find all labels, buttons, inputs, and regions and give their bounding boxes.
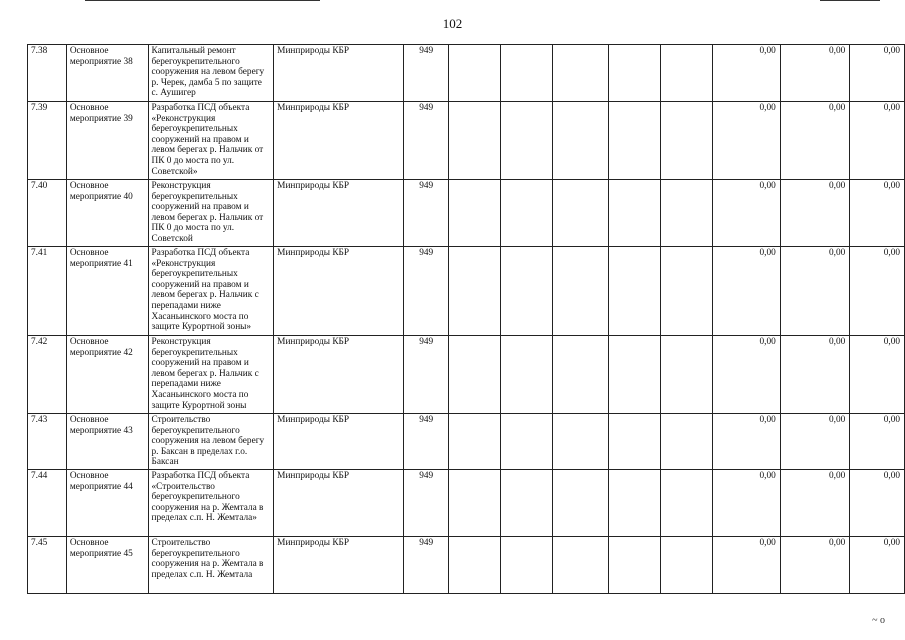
activity-name: Разработка ПСД объекта «Реконструкция берегоукрепительных сооружений на правом и левом берегах р. Нальчик от ПК 0 до моста по ул. Советской» — [148, 102, 274, 180]
empty-cell — [449, 336, 500, 414]
activity-type: Основное мероприятие 39 — [66, 102, 148, 180]
activity-name: Строительство берегоукрепительного сооружения на р. Жемтала в пределах с.п. Н. Жемтала — [148, 537, 274, 594]
amount-3: 0,00 — [850, 45, 905, 102]
budget-code: 949 — [404, 180, 449, 247]
budget-code: 949 — [404, 247, 449, 336]
activity-name: Капитальный ремонт берегоукрепительного сооружения на левом берегу р. Черек, дамба 5 по защите с. Аушигер — [148, 45, 274, 102]
empty-cell — [552, 45, 608, 102]
row-number: 7.40 — [28, 180, 67, 247]
row-number: 7.38 — [28, 45, 67, 102]
empty-cell — [500, 336, 552, 414]
amount-3: 0,00 — [850, 247, 905, 336]
empty-cell — [500, 247, 552, 336]
empty-cell — [552, 180, 608, 247]
empty-cell — [609, 45, 660, 102]
table-row — [28, 537, 905, 594]
empty-cell — [500, 537, 552, 594]
empty-cell — [609, 180, 660, 247]
row-number: 7.39 — [28, 102, 67, 180]
activity-type: Основное мероприятие 44 — [66, 470, 148, 537]
activity-type: Основное мероприятие 38 — [66, 45, 148, 102]
budget-code: 949 — [404, 336, 449, 414]
empty-cell — [660, 537, 712, 594]
top-border-line — [820, 0, 880, 1]
activity-type: Основное мероприятие 42 — [66, 336, 148, 414]
empty-cell — [660, 180, 712, 247]
budget-code: 949 — [404, 414, 449, 470]
budget-code: 949 — [404, 470, 449, 537]
table-row — [28, 180, 905, 247]
amount-2: 0,00 — [780, 537, 849, 594]
empty-cell — [552, 470, 608, 537]
executor: Минприроды КБР — [274, 102, 404, 180]
table-row — [28, 470, 905, 537]
activity-name: Разработка ПСД объекта «Строительство берегоукрепительного сооружения на р. Жемтала в пределах с.п. Н. Жемтала» — [148, 470, 274, 537]
empty-cell — [552, 537, 608, 594]
empty-cell — [449, 180, 500, 247]
empty-cell — [500, 470, 552, 537]
empty-cell — [660, 247, 712, 336]
amount-1: 0,00 — [713, 45, 780, 102]
budget-code: 949 — [404, 102, 449, 180]
activity-type: Основное мероприятие 40 — [66, 180, 148, 247]
amount-2: 0,00 — [780, 336, 849, 414]
amount-1: 0,00 — [713, 180, 780, 247]
empty-cell — [449, 247, 500, 336]
activity-type: Основное мероприятие 43 — [66, 414, 148, 470]
activity-name: Разработка ПСД объекта «Реконструкция берегоукрепительных сооружений на правом и левом берегах р. Нальчик с перепадами ниже Хасаньинского моста по защите Курортной зоны» — [148, 247, 274, 336]
empty-cell — [609, 247, 660, 336]
row-number: 7.43 — [28, 414, 67, 470]
row-number: 7.41 — [28, 247, 67, 336]
amount-2: 0,00 — [780, 247, 849, 336]
empty-cell — [449, 102, 500, 180]
empty-cell — [609, 336, 660, 414]
amount-2: 0,00 — [780, 102, 849, 180]
amount-1: 0,00 — [713, 537, 780, 594]
table-row — [28, 414, 905, 470]
empty-cell — [449, 537, 500, 594]
empty-cell — [500, 414, 552, 470]
empty-cell — [500, 102, 552, 180]
empty-cell — [609, 470, 660, 537]
amount-2: 0,00 — [780, 180, 849, 247]
amount-2: 0,00 — [780, 470, 849, 537]
amount-3: 0,00 — [850, 102, 905, 180]
table-row — [28, 336, 905, 414]
empty-cell — [500, 180, 552, 247]
activity-name: Реконструкция берегоукрепительных сооружений на правом и левом берегах р. Нальчик с перепадами ниже Хасаньинского моста по защите Курортной зоны — [148, 336, 274, 414]
empty-cell — [660, 336, 712, 414]
empty-cell — [660, 414, 712, 470]
executor: Минприроды КБР — [274, 247, 404, 336]
program-activities-table — [27, 44, 905, 594]
amount-1: 0,00 — [713, 470, 780, 537]
activity-type: Основное мероприятие 41 — [66, 247, 148, 336]
empty-cell — [660, 102, 712, 180]
empty-cell — [449, 45, 500, 102]
table-row — [28, 45, 905, 102]
executor: Минприроды КБР — [274, 180, 404, 247]
page-number: 102 — [442, 16, 463, 31]
empty-cell — [609, 414, 660, 470]
activity-type: Основное мероприятие 45 — [66, 537, 148, 594]
table-row — [28, 247, 905, 336]
activity-name: Строительство берегоукрепительного сооружения на левом берегу р. Баксан в пределах г.о. Баксан — [148, 414, 274, 470]
empty-cell — [660, 470, 712, 537]
amount-3: 0,00 — [850, 414, 905, 470]
budget-code: 949 — [404, 537, 449, 594]
amount-1: 0,00 — [713, 336, 780, 414]
amount-3: 0,00 — [850, 470, 905, 537]
row-number: 7.42 — [28, 336, 67, 414]
empty-cell — [449, 470, 500, 537]
executor: Минприроды КБР — [274, 45, 404, 102]
empty-cell — [552, 102, 608, 180]
executor: Минприроды КБР — [274, 537, 404, 594]
row-number: 7.45 — [28, 537, 67, 594]
amount-3: 0,00 — [850, 336, 905, 414]
corner-mark: ~ o — [872, 615, 885, 626]
empty-cell — [609, 537, 660, 594]
empty-cell — [609, 102, 660, 180]
amount-1: 0,00 — [713, 414, 780, 470]
activity-name: Реконструкция берегоукрепительных сооружений на правом и левом берегах р. Нальчик от ПК 0 до моста по ул. Советской — [148, 180, 274, 247]
amount-1: 0,00 — [713, 247, 780, 336]
budget-code: 949 — [404, 45, 449, 102]
empty-cell — [552, 336, 608, 414]
executor: Минприроды КБР — [274, 470, 404, 537]
amount-1: 0,00 — [713, 102, 780, 180]
empty-cell — [500, 45, 552, 102]
empty-cell — [552, 247, 608, 336]
amount-3: 0,00 — [850, 537, 905, 594]
amount-3: 0,00 — [850, 180, 905, 247]
executor: Минприроды КБР — [274, 414, 404, 470]
empty-cell — [660, 45, 712, 102]
amount-2: 0,00 — [780, 45, 849, 102]
amount-2: 0,00 — [780, 414, 849, 470]
empty-cell — [449, 414, 500, 470]
executor: Минприроды КБР — [274, 336, 404, 414]
top-border-line — [85, 0, 320, 1]
table-row — [28, 102, 905, 180]
row-number: 7.44 — [28, 470, 67, 537]
empty-cell — [552, 414, 608, 470]
